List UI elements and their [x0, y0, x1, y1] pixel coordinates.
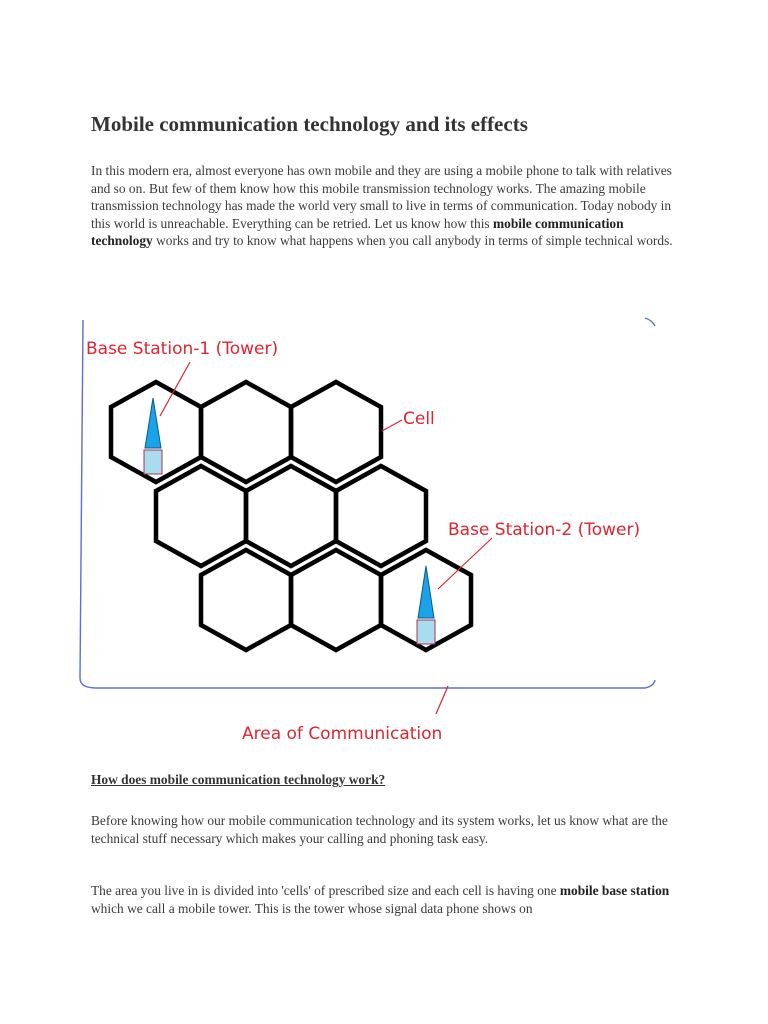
intro-bold-term: mobile communication technology — [91, 215, 624, 249]
para3-bold-term: mobile base station — [559, 883, 670, 898]
pointer-area — [436, 686, 448, 714]
pointer-cell — [382, 420, 402, 431]
label-base-station-2: Base Station-2 (Tower) — [448, 520, 641, 540]
hex-cell — [291, 382, 381, 482]
hex-cell — [156, 466, 246, 566]
para3-text-start: The area you live in is divided into 'cells' of prescribed size and each cell is having one — [91, 883, 560, 898]
label-cell: Cell — [403, 409, 435, 429]
article-title: Mobile communication technology and its effects — [91, 112, 528, 136]
intro-text-end: works and try to know what happens when you call anybody in terms of simple technical words. — [152, 233, 673, 249]
hex-cell — [336, 466, 426, 566]
hex-cell — [201, 382, 291, 482]
hex-cell — [291, 550, 381, 650]
area-border-corner — [645, 318, 655, 326]
paragraph-3 — [91, 882, 681, 917]
cell-network-diagram — [0, 300, 768, 750]
section-subheading: How does mobile communication technology work? — [91, 772, 386, 787]
tower-1-icon — [144, 398, 162, 474]
intro-text-start: In this modern era, almost everyone has own mobile and they are using a mobile phone to talk with relatives and so on. But few of them know how this mobile transmission technology works. The amazing mobile transmission technology has made the world very small to live in terms of communication. Today nobody in this world is unreachable. Everything can be retried. Let us know how this — [91, 163, 672, 231]
intro-paragraph — [91, 162, 681, 250]
tower-2-icon — [417, 566, 435, 644]
paragraph-2: Before knowing how our mobile communication technology and its system works, let us know what are the technical stuff necessary which makes your calling and phoning task easy. — [91, 813, 668, 846]
label-area-of-communication: Area of Communication — [242, 724, 443, 744]
para3-text-end: which we call a mobile tower. This is the tower whose signal data phone shows on — [91, 900, 533, 916]
hex-cell — [201, 550, 291, 650]
hex-cell — [246, 466, 336, 566]
label-base-station-1: Base Station-1 (Tower) — [86, 339, 279, 359]
